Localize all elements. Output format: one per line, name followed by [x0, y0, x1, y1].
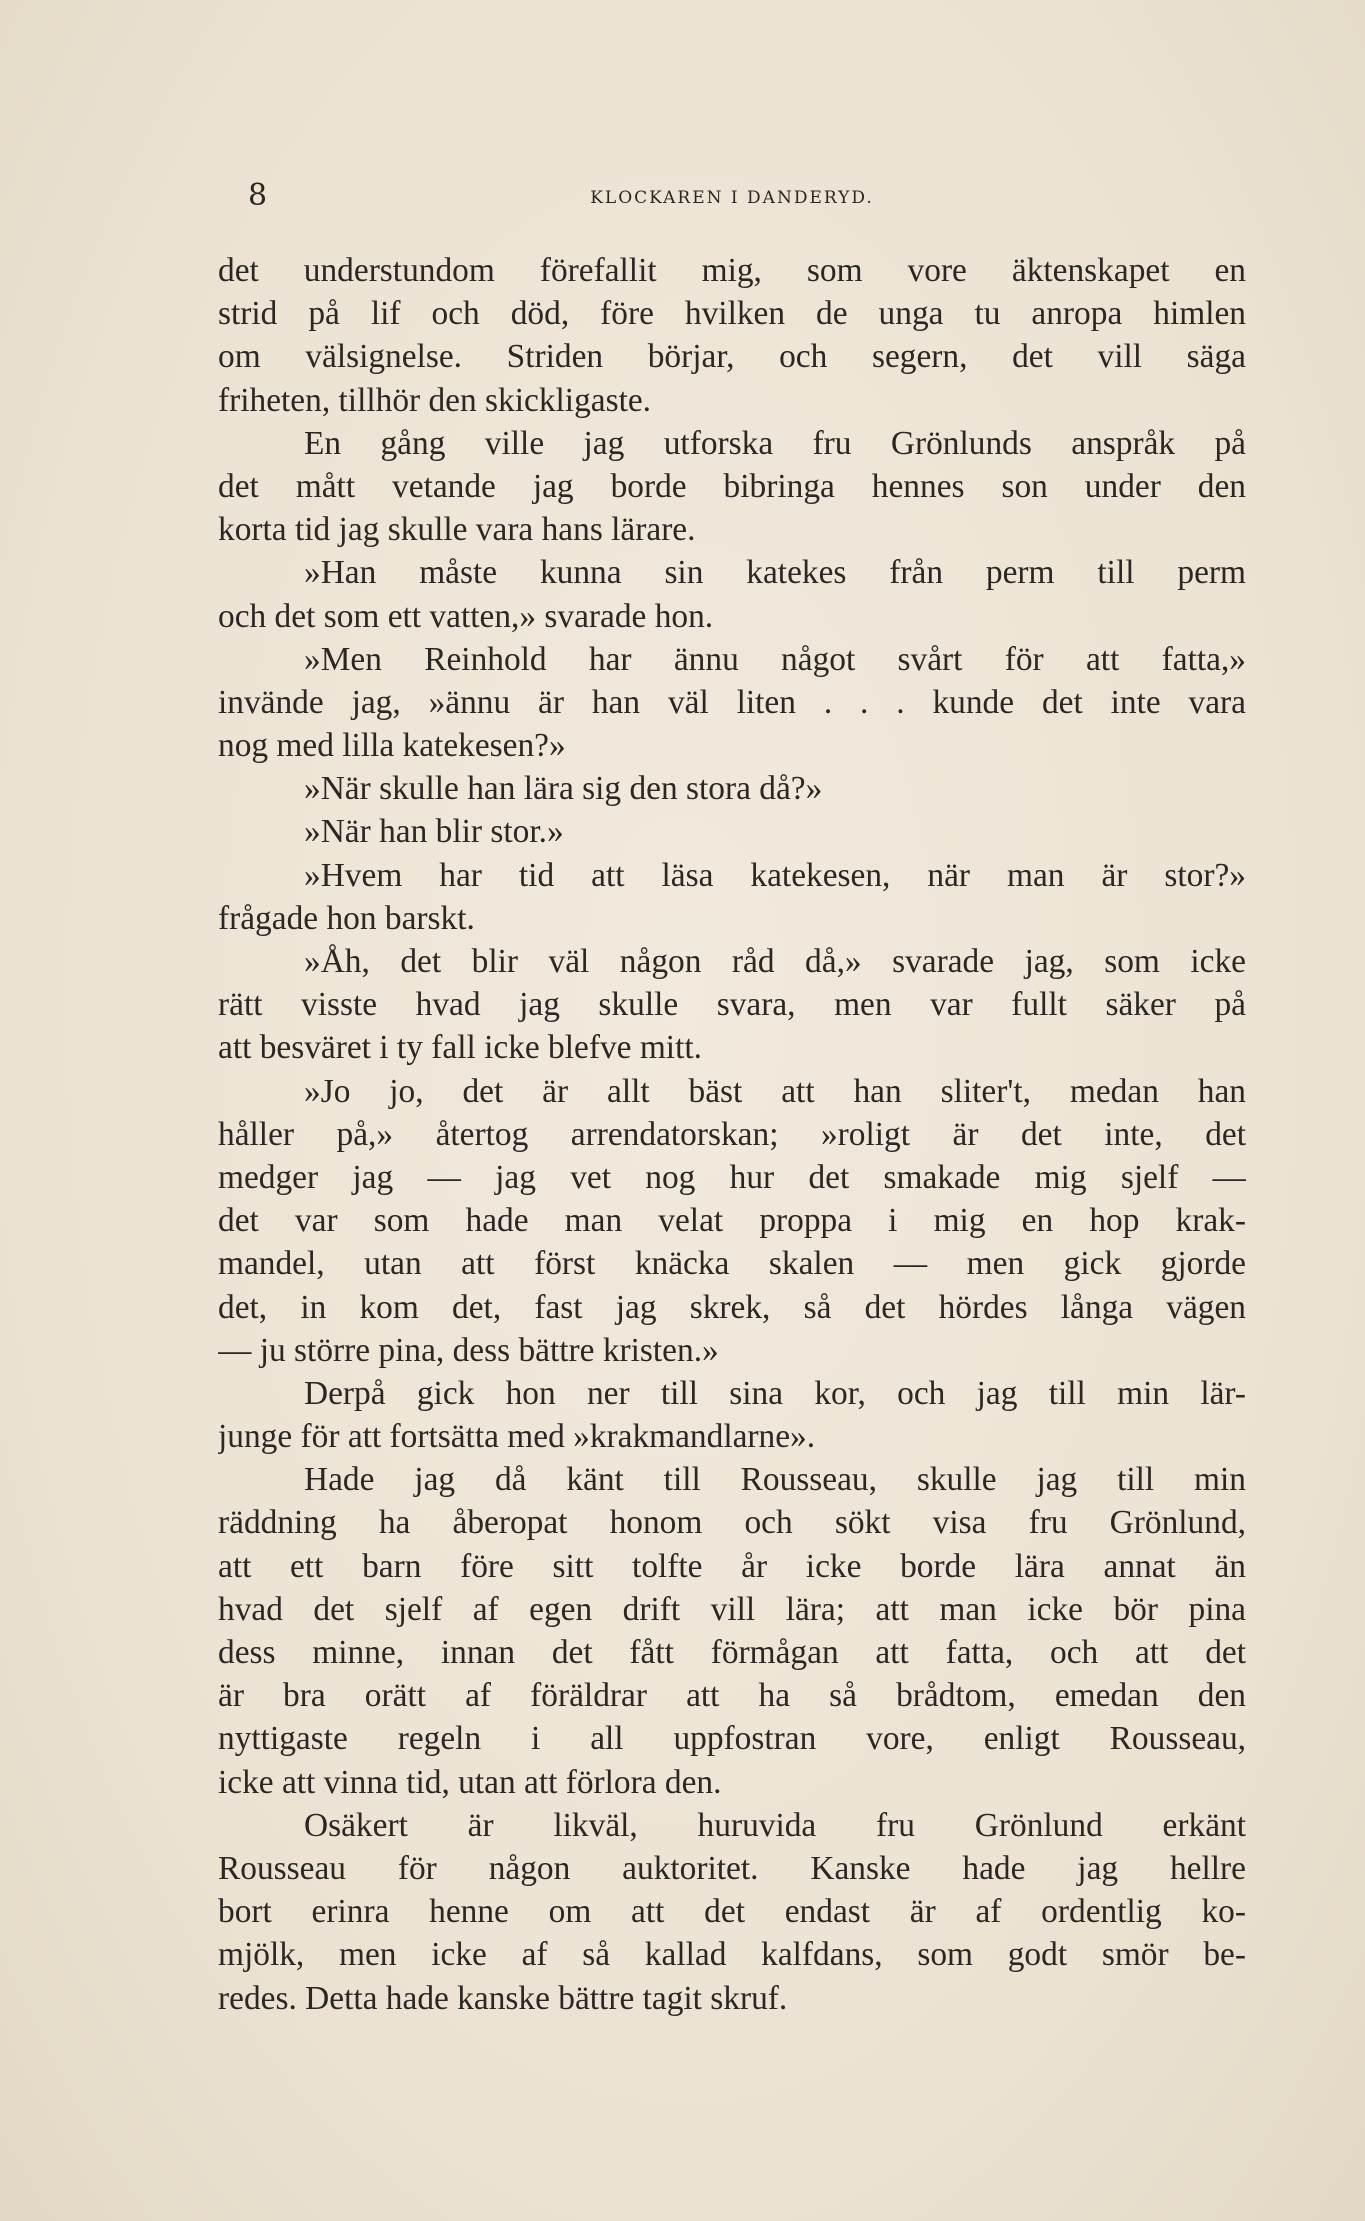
text-line: att ett barn före sitt tolfte år icke borde lära annat än: [218, 1547, 1246, 1585]
text-line: Rousseau för någon auktoritet. Kanske hade jag hellre: [218, 1849, 1246, 1887]
running-head: KLOCKAREN I DANDERYD.: [590, 188, 874, 208]
paragraph: [218, 1458, 1246, 1804]
text-line: nog med lilla katekesen?»: [218, 727, 566, 765]
text-line: det mått vetande jag borde bibringa hennes son under den: [218, 467, 1246, 505]
text-line: mjölk, men icke af så kallad kalfdans, som godt smör be-: [218, 1936, 1246, 1974]
text-line: »Jo jo, det är allt bäst att han sliter't, medan han: [304, 1072, 1246, 1110]
text-line: redes. Detta hade kanske bättre tagit skruf.: [218, 1979, 788, 2017]
text-line: strid på lif och död, före hvilken de unga tu anropa himlen: [218, 295, 1246, 333]
paragraph: [218, 249, 1246, 422]
text-line: och det som ett vatten,» svarade hon.: [218, 597, 714, 635]
paragraph: [218, 854, 1246, 940]
paragraph: [218, 810, 1246, 853]
text-line: »När skulle han lära sig den stora då?»: [304, 770, 823, 808]
text-line: dess minne, innan det fått förmågan att fatta, och att det: [218, 1634, 1246, 1671]
text-line: Hade jag då känt till Rousseau, skulle jag till min: [304, 1461, 1246, 1499]
text-line: »Hvem har tid att läsa katekesen, när man är stor?»: [304, 856, 1246, 894]
paragraph: [218, 1070, 1246, 1372]
page-number: 8: [248, 178, 268, 213]
paragraph: [218, 1372, 1246, 1458]
body-text: [218, 249, 1246, 2020]
text-line: det var som hade man velat proppa i mig en hop krak-: [218, 1202, 1246, 1240]
text-line: frågade hon barskt.: [218, 899, 475, 937]
text-line: »Åh, det blir väl någon råd då,» svarade jag, som icke: [304, 943, 1246, 980]
text-line: medger jag — jag vet nog hur det smakade mig sjelf —: [218, 1158, 1246, 1196]
paragraph: [218, 551, 1246, 637]
text-line: Derpå gick hon ner till sina kor, och jag till min lär-: [304, 1374, 1246, 1412]
page-header: [218, 178, 1246, 228]
text-line: friheten, tillhör den skickligaste.: [218, 381, 652, 419]
text-line: håller på,» återtog arrendatorskan; »roligt är det inte, det: [218, 1115, 1246, 1153]
text-line: att besväret i ty fall icke blefve mitt.: [218, 1029, 702, 1067]
text-line: — ju större pina, dess bättre kristen.»: [218, 1331, 719, 1369]
paragraph: [218, 1804, 1246, 2020]
text-line: nyttigaste regeln i all uppfostran vore, enligt Rousseau,: [218, 1720, 1246, 1758]
text-line: »När han blir stor.»: [304, 813, 564, 851]
text-line: icke att vinna tid, utan att förlora den.: [218, 1763, 722, 1801]
text-line: junge för att fortsätta med »krakmandlarne».: [218, 1418, 816, 1456]
paragraph: [218, 422, 1246, 552]
text-line: det, in kom det, fast jag skrek, så det hördes långa vägen: [218, 1288, 1246, 1326]
text-line: bort erinra henne om att det endast är af ordentlig ko-: [218, 1893, 1246, 1931]
text-line: mandel, utan att först knäcka skalen — men gick gjorde: [218, 1245, 1246, 1283]
text-line: »Han måste kunna sin katekes från perm till perm: [304, 554, 1246, 592]
text-line: är bra orätt af föräldrar att ha så brådtom, emedan den: [218, 1677, 1246, 1715]
text-line: om välsignelse. Striden börjar, och segern, det vill säga: [218, 338, 1246, 376]
text-line: hvad det sjelf af egen drift vill lära; att man icke bör pina: [218, 1590, 1246, 1628]
text-line: Osäkert är likväl, huruvida fru Grönlund erkänt: [304, 1806, 1246, 1844]
paragraph: [218, 940, 1246, 1070]
text-line: korta tid jag skulle vara hans lärare.: [218, 511, 696, 549]
text-line: invände jag, »ännu är han väl liten . . . kunde det inte vara: [218, 683, 1246, 721]
text-line: »Men Reinhold har ännu något svårt för att fatta,»: [304, 640, 1246, 678]
text-line: räddning ha åberopat honom och sökt visa fru Grönlund,: [218, 1504, 1246, 1542]
text-line: En gång ville jag utforska fru Grönlunds anspråk på: [304, 424, 1246, 462]
paragraph: [218, 638, 1246, 768]
text-line: rätt visste hvad jag skulle svara, men var fullt säker på: [218, 986, 1246, 1024]
text-line: det understundom förefallit mig, som vore äktenskapet en: [218, 252, 1246, 289]
paragraph: [218, 767, 1246, 810]
